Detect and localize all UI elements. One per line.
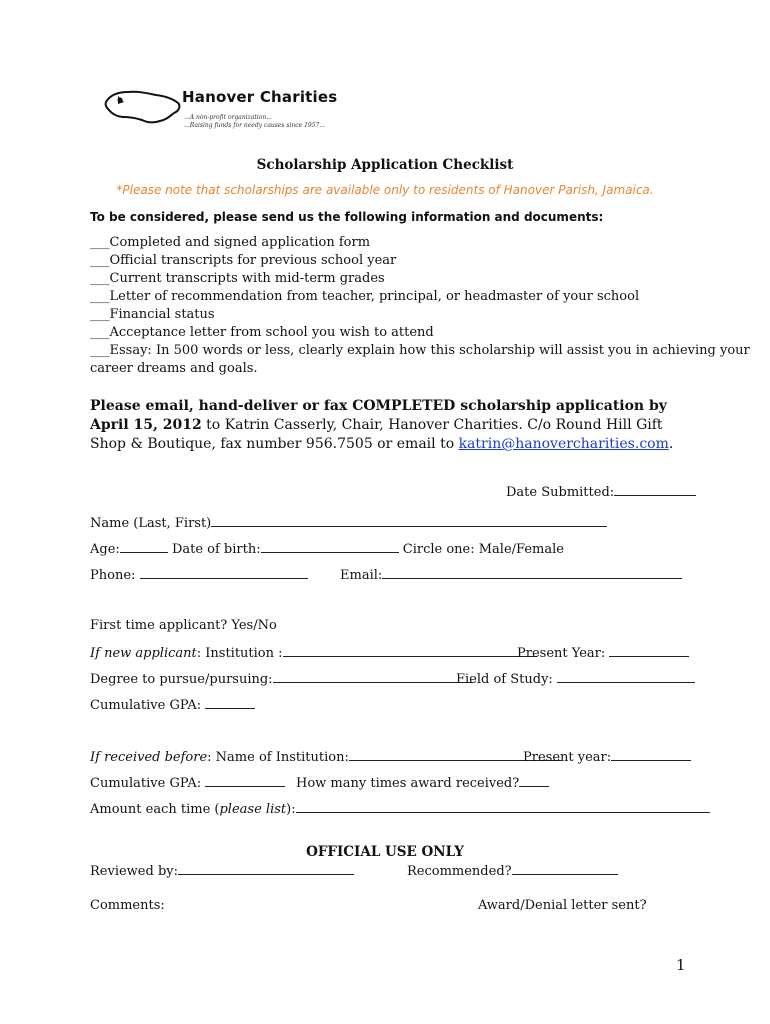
checklist-item: ___Official transcripts for previous school year bbox=[90, 253, 397, 268]
name-field bbox=[90, 514, 607, 531]
degree-input[interactable] bbox=[273, 670, 473, 683]
if-received-label: If received before bbox=[90, 750, 208, 765]
amount-input[interactable] bbox=[296, 800, 710, 813]
date-submitted-field bbox=[506, 483, 696, 500]
gpa-label: Cumulative GPA: bbox=[90, 698, 202, 713]
institution-label: : Institution : bbox=[196, 646, 283, 661]
gender-label[interactable]: Circle one: Male/Female bbox=[402, 542, 564, 557]
degree-field bbox=[90, 670, 473, 687]
dob-label: Date of birth: bbox=[171, 542, 261, 557]
age-label: Age: bbox=[90, 542, 120, 557]
name-institution-label: : Name of Institution: bbox=[207, 750, 349, 765]
tagline-1: ...A non-profit organization... bbox=[184, 114, 272, 121]
present-year-field bbox=[517, 644, 689, 661]
present-year-label: Present Year: bbox=[517, 646, 606, 661]
present-year-2-field bbox=[523, 748, 691, 765]
present-year-2-label: Present year: bbox=[523, 750, 612, 765]
checklist-item: ___Completed and signed application form bbox=[90, 235, 371, 250]
recommended-label: Recommended? bbox=[407, 864, 512, 879]
gpa-input[interactable] bbox=[205, 696, 255, 709]
phone-input[interactable] bbox=[140, 566, 308, 579]
phone-field bbox=[90, 566, 308, 583]
official-use-heading: OFFICIAL USE ONLY bbox=[306, 844, 464, 860]
name-label: Name (Last, First) bbox=[90, 516, 212, 531]
hanover-charities-logo bbox=[104, 80, 364, 136]
first-time-applicant[interactable]: First time applicant? Yes/No bbox=[90, 618, 277, 633]
org-name: Hanover Charities bbox=[182, 88, 338, 106]
name-input[interactable] bbox=[211, 514, 607, 527]
page-title: Scholarship Application Checklist bbox=[256, 157, 514, 173]
letter-sent-label: Award/Denial letter sent? bbox=[478, 898, 647, 913]
contact-email-link[interactable]: katrin@hanovercharities.com bbox=[458, 436, 669, 452]
age-input[interactable] bbox=[120, 540, 168, 553]
present-year-input[interactable] bbox=[609, 644, 689, 657]
gpa-field bbox=[90, 696, 255, 713]
checklist-item: ___Essay: In 500 words or less, clearly explain how this scholarship will assist you in achieving your bbox=[90, 343, 750, 358]
phone-label: Phone: bbox=[90, 568, 136, 583]
amount-end-label: ): bbox=[286, 802, 296, 817]
gpa-2-input[interactable] bbox=[205, 774, 285, 787]
deadline-bold: Please email, hand-deliver or fax COMPLETED scholarship application by April 15, 2012 bbox=[90, 398, 667, 433]
recommended-field bbox=[407, 862, 618, 879]
checklist-item: ___Financial status bbox=[90, 307, 215, 322]
received-before-institution bbox=[90, 748, 561, 765]
comments-label: Comments: bbox=[90, 898, 165, 913]
checklist-item-continued: career dreams and goals. bbox=[90, 361, 258, 376]
deadline-end: . bbox=[668, 436, 674, 452]
field-of-study bbox=[456, 670, 695, 687]
present-year-2-input[interactable] bbox=[611, 748, 691, 761]
email-field bbox=[340, 566, 682, 583]
date-submitted-input[interactable] bbox=[614, 483, 696, 496]
please-list-label: please list bbox=[219, 802, 287, 817]
page-number: 1 bbox=[676, 956, 686, 974]
tagline-2: ...Raising funds for needy causes since 1957... bbox=[184, 122, 326, 129]
dob-input[interactable] bbox=[261, 540, 399, 553]
date-submitted-label: Date Submitted: bbox=[506, 485, 615, 500]
new-applicant-institution bbox=[90, 644, 537, 661]
if-new-label: If new applicant bbox=[90, 646, 197, 661]
residency-note: *Please note that scholarships are available only to residents of Hanover Parish, Jamaica. bbox=[116, 183, 654, 197]
checklist-item: ___Acceptance letter from school you wish to attend bbox=[90, 325, 434, 340]
degree-label: Degree to pursue/pursuing: bbox=[90, 672, 273, 687]
age-dob-row bbox=[90, 540, 564, 557]
times-received-field bbox=[296, 774, 549, 791]
intro-text: To be considered, please send us the following information and documents: bbox=[90, 210, 604, 224]
deadline-rest: to Katrin Casserly, Chair, Hanover Charities. C/o Round Hill Gift Shop & Boutique, fax number 956.7505 or email to bbox=[90, 417, 663, 452]
email-label: Email: bbox=[340, 568, 383, 583]
checklist-item: ___Current transcripts with mid-term grades bbox=[90, 271, 385, 286]
field-label: Field of Study: bbox=[456, 672, 553, 687]
reviewed-input[interactable] bbox=[178, 862, 354, 875]
amount-field bbox=[90, 800, 710, 817]
email-input[interactable] bbox=[382, 566, 682, 579]
field-input[interactable] bbox=[557, 670, 695, 683]
times-received-input[interactable] bbox=[519, 774, 549, 787]
amount-label: Amount each time ( bbox=[90, 802, 220, 817]
gpa-2-field bbox=[90, 774, 285, 791]
jamaica-map-icon bbox=[104, 86, 184, 130]
checklist-item: ___Letter of recommendation from teacher, principal, or headmaster of your school bbox=[90, 289, 640, 304]
reviewed-label: Reviewed by: bbox=[90, 864, 178, 879]
reviewed-by-field bbox=[90, 862, 354, 879]
gpa-2-label: Cumulative GPA: bbox=[90, 776, 202, 791]
recommended-input[interactable] bbox=[512, 862, 618, 875]
times-received-label: How many times award received? bbox=[296, 776, 520, 791]
submission-instructions bbox=[90, 397, 690, 454]
institution-input[interactable] bbox=[283, 644, 537, 657]
